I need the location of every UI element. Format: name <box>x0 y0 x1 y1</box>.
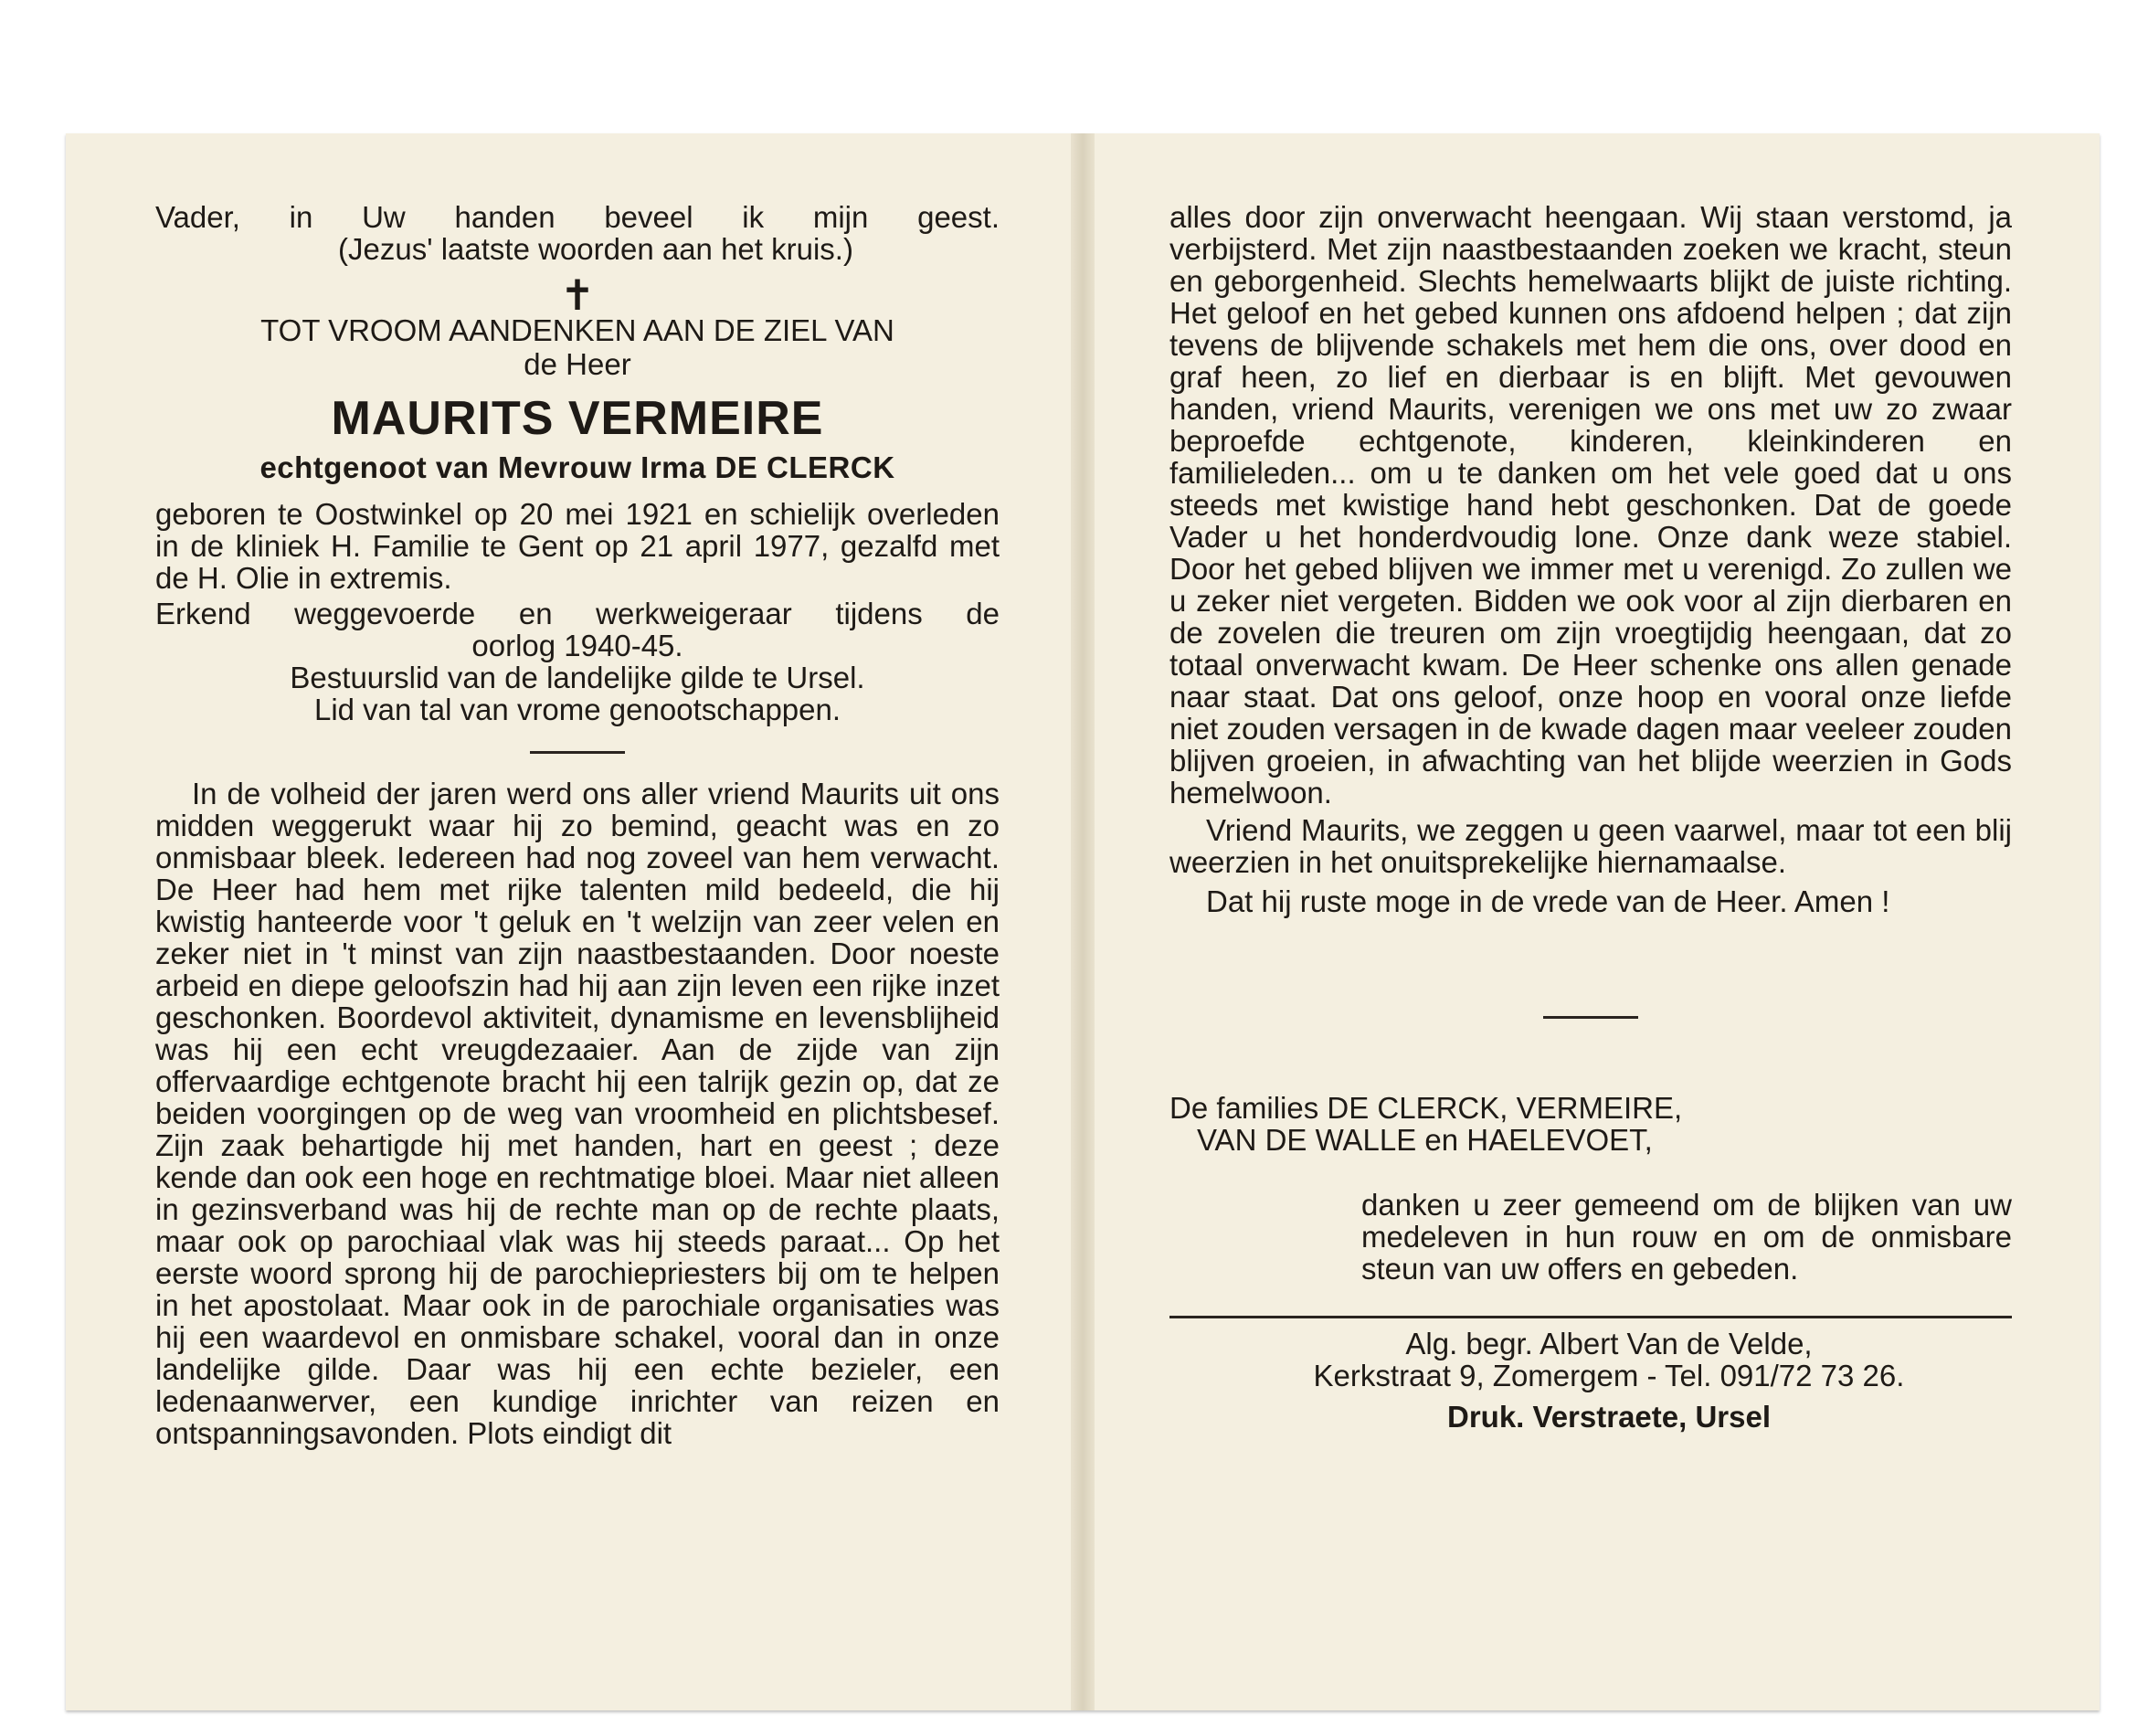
eulogy-text: In de volheid der jaren werd ons aller vriend Maurits uit ons midden weggerukt waar hij zo bemind, geacht was en zo onmisbaar bleek. Iedereen had nog zoveel van hem verwacht. De Heer had hem met rijke talenten mild bedeeld, die hij kwistig hanteerde voor 't geluk en 't welzijn van zeer velen en zeker niet in 't minst van zijn naastbestaanden. Door noeste arbeid en diepe geloofszin had hij aan zijn leven een rijke inzet geschonken. Boordevol aktiviteit, dynamisme en levensblijheid was hij een echt vreugdezaaier. Aan de zijde van zijn offervaardige echtgenote bracht hij een talrijk gezin op, dat ze beiden voorgingen op de weg van vroomheid en plichtsbesef. Zijn zaak behartigde hij met handen, hart en geest ; deze kende dan ook een hoge en rechtmatige bloei. Maar niet alleen in gezinsverband was hij de rechte man op de rechte plaats, maar ook op parochiaal vlak was hij steeds paraat... Op het eerste woord sprong hij de parochiepriesters bij om te helpen in het apostolaat. Maar ook in de parochiale organisaties was hij een waardevol en onmisbare schakel, vooral dan in onze landelijke gilde. Daar was hij een echte bezieler, een ledenaanwerver, een kundige inrichter van reizen en ontspanningsavonden. Plots eindigt dit <box>155 777 1000 1450</box>
deceased-name: MAURITS VERMEIRE <box>331 392 824 445</box>
right-page <box>1169 133 2012 1710</box>
honorific: de Heer <box>524 347 631 381</box>
divider <box>1169 1316 2012 1318</box>
thanks-text: danken u zeer gemeend om de blijken van uw medeleven in hun rouw en om de onmisbare steun van uw offers en gebeden. <box>1361 1188 2012 1286</box>
birth-death-text: geboren te Oostwinkel op 20 mei 1921 en schielijk overleden in de kliniek H. Familie te Gent op 21 april 1977, gezalfd met de H. Olie in extremis. <box>155 497 1000 595</box>
families-line-2: VAN DE WALLE en HAELEVOET, <box>1197 1123 1653 1157</box>
recognition-line-1: Erkend weggevoerde en werkweigeraar tijdens de <box>155 597 1000 630</box>
card-fold <box>1071 133 1095 1710</box>
printer-line: Druk. Verstraete, Ursel <box>1446 1400 1772 1434</box>
member-of-line: Lid van tal van vrome genootschappen. <box>313 693 841 726</box>
farewell-text: Vriend Maurits, we zeggen u geen vaarwel, maar tot een blij weerzien in het onuitsprekelijke hiernamaalse. <box>1169 813 2012 879</box>
divider <box>530 751 625 754</box>
quote-line-2: (Jezus' laatste woorden aan het kruis.) <box>338 232 853 266</box>
recognition-line-2: oorlog 1940-45. <box>471 629 683 662</box>
quote-line-1: Vader, in Uw handen beveel ik mijn geest. <box>155 200 1000 234</box>
memorial-card <box>66 133 2100 1710</box>
undertaker-line-1: Alg. begr. Albert Van de Velde, <box>1405 1327 1813 1360</box>
board-member-line: Bestuurslid van de landelijke gilde te Ursel. <box>290 661 865 694</box>
eulogy-continued-text: alles door zijn onverwacht heengaan. Wij staan verstomd, ja verbijsterd. Met zijn naastbestaanden zoeken we kracht, steun en geborgenheid. Slechts hemelwaarts blijkt de juiste richting. Het geloof en het gebed kunnen ons afdoend helpen ; dat zijn tevens de blijvende schakels met hem die ons, over dood en graf heen, zo lief en dierbaar is en blijft. Met gevouwen handen, vriend Maurits, verenigen we ons met uw zo zwaar beproefde echtgenote, kinderen, kleinkinderen en familieleden... om u te danken om het vele goed dat u ons steeds met kwistige hand hebt geschonken. Dat de goede Vader u het honderdvoudig lone. Onze dank weze stabiel. Door het gebed blijven we immer met u verenigd. Zo zullen we u zeker niet vergeten. Bidden we ook voor al zijn dierbaren en de zovelen die treuren om zijn vroegtijdig heengaan, dat zo totaal onverwacht kwam. De Heer schenke ons allen genade naar staat. Dat ons geloof, onze hoop en vooral onze liefde niet zouden versagen in de kwade dagen maar veeleer zouden blijven groeien, in afwachting van het blijde weerzien in Gods hemelwoon. <box>1169 200 2012 810</box>
undertaker-line-2: Kerkstraat 9, Zomergem - Tel. 091/72 73 26. <box>1313 1359 1905 1392</box>
divider <box>1543 1016 1638 1019</box>
rest-prayer-text: Dat hij ruste moge in de vrede van de Heer. Amen ! <box>1206 884 1890 918</box>
left-page <box>155 133 1000 1710</box>
memorial-line: TOT VROOM AANDENKEN AAN DE ZIEL VAN <box>260 313 894 347</box>
spouse-line: echtgenoot van Mevrouw Irma DE CLERCK <box>259 450 895 484</box>
cross-icon: ✝ <box>559 271 596 319</box>
families-line-1: De families DE CLERCK, VERMEIRE, <box>1169 1091 1683 1125</box>
